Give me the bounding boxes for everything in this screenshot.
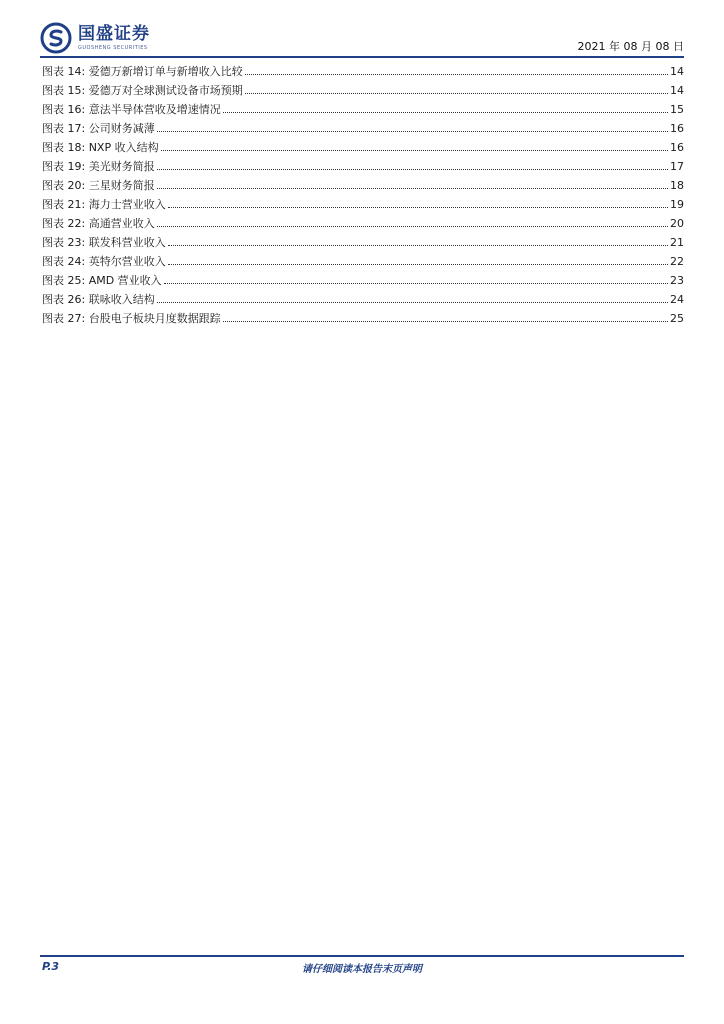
toc-entry[interactable] xyxy=(42,253,684,272)
toc-entry-page: 16 xyxy=(670,122,684,135)
toc-entry-label: 图表 18: NXP 收入结构 xyxy=(42,141,159,154)
company-logo xyxy=(40,22,150,54)
toc-entry[interactable] xyxy=(42,291,684,310)
logo-chinese-name: 国盛证券 xyxy=(78,24,150,44)
header-divider xyxy=(40,56,684,58)
toc-entry-page: 14 xyxy=(670,84,684,97)
toc-entry-label: 图表 20: 三星财务简报 xyxy=(42,179,155,192)
toc-leader-dots xyxy=(245,93,668,94)
toc-entry-label: 图表 14: 爱德万新增订单与新增收入比较 xyxy=(42,65,243,78)
toc-entry-page: 18 xyxy=(670,179,684,192)
toc-leader-dots xyxy=(157,226,668,227)
toc-entry[interactable] xyxy=(42,196,684,215)
toc-entry-label: 图表 26: 联咏收入结构 xyxy=(42,293,155,306)
report-date: 2021 年 08 月 08 日 xyxy=(577,40,684,53)
toc-entry-page: 16 xyxy=(670,141,684,154)
toc-leader-dots xyxy=(168,264,668,265)
toc-leader-dots xyxy=(164,283,668,284)
footer-divider xyxy=(40,955,684,957)
toc-entry[interactable] xyxy=(42,177,684,196)
guosheng-logo-icon xyxy=(40,22,72,54)
toc-entry-page: 14 xyxy=(670,65,684,78)
toc-entry-page: 22 xyxy=(670,255,684,268)
toc-entry[interactable] xyxy=(42,310,684,329)
page-header xyxy=(40,20,684,60)
toc-leader-dots xyxy=(157,302,668,303)
toc-entry-label: 图表 24: 英特尔营业收入 xyxy=(42,255,166,268)
toc-entry-page: 25 xyxy=(670,312,684,325)
toc-entry[interactable] xyxy=(42,101,684,120)
toc-entry-page: 23 xyxy=(670,274,684,287)
toc-entry-page: 24 xyxy=(670,293,684,306)
toc-entry-page: 19 xyxy=(670,198,684,211)
toc-entry-page: 17 xyxy=(670,160,684,173)
toc-entry-page: 20 xyxy=(670,217,684,230)
toc-entry-page: 15 xyxy=(670,103,684,116)
toc-entry[interactable] xyxy=(42,82,684,101)
figure-index-list xyxy=(42,63,684,329)
toc-leader-dots xyxy=(223,321,668,322)
toc-entry[interactable] xyxy=(42,120,684,139)
page-number: P.3 xyxy=(42,960,60,973)
toc-entry-label: 图表 25: AMD 营业收入 xyxy=(42,274,162,287)
toc-entry[interactable] xyxy=(42,139,684,158)
logo-english-name: GUOSHENG SECURITIES xyxy=(78,45,148,51)
toc-entry-label: 图表 21: 海力士营业收入 xyxy=(42,198,166,211)
toc-leader-dots xyxy=(168,207,668,208)
toc-leader-dots xyxy=(157,169,668,170)
toc-entry[interactable] xyxy=(42,272,684,291)
toc-entry-label: 图表 16: 意法半导体营收及增速情况 xyxy=(42,103,221,116)
toc-entry-label: 图表 27: 台股电子板块月度数据跟踪 xyxy=(42,312,221,325)
toc-leader-dots xyxy=(157,131,668,132)
toc-entry-label: 图表 17: 公司财务减薄 xyxy=(42,122,155,135)
toc-entry-label: 图表 22: 高通营业收入 xyxy=(42,217,155,230)
toc-entry-label: 图表 19: 美光财务简报 xyxy=(42,160,155,173)
toc-leader-dots xyxy=(168,245,668,246)
toc-entry-label: 图表 23: 联发科营业收入 xyxy=(42,236,166,249)
toc-entry[interactable] xyxy=(42,158,684,177)
toc-entry[interactable] xyxy=(42,215,684,234)
toc-leader-dots xyxy=(161,150,668,151)
toc-entry-page: 21 xyxy=(670,236,684,249)
toc-entry[interactable] xyxy=(42,234,684,253)
toc-leader-dots xyxy=(157,188,668,189)
disclaimer-note: 请仔细阅读本报告末页声明 xyxy=(302,964,422,975)
toc-leader-dots xyxy=(223,112,668,113)
toc-entry[interactable] xyxy=(42,63,684,82)
toc-leader-dots xyxy=(245,74,668,75)
toc-entry-label: 图表 15: 爱德万对全球测试设备市场预期 xyxy=(42,84,243,97)
